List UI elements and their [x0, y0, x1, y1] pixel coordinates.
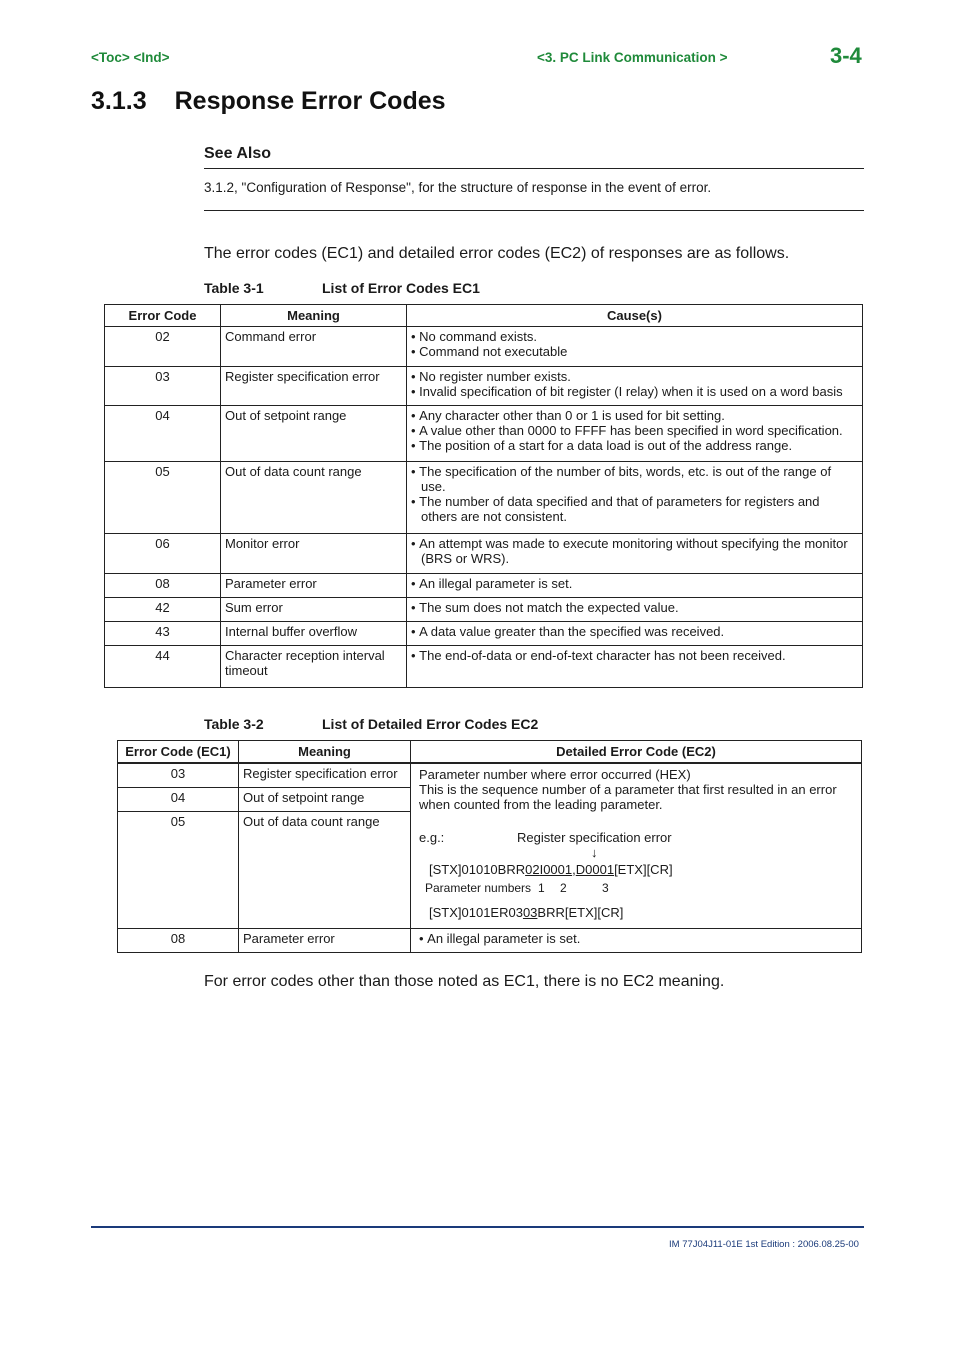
meaning-cell: Parameter error — [221, 574, 407, 598]
cmd-part: 02 — [525, 862, 540, 877]
cmd-part: I0001 — [539, 862, 573, 877]
meaning-cell: Internal buffer overflow — [221, 622, 407, 646]
error-code-cell: 05 — [118, 811, 239, 928]
error-code-cell: 02 — [105, 327, 221, 367]
causes-cell — [407, 327, 863, 367]
table-row — [105, 534, 863, 574]
meaning-cell: Register specification error — [221, 367, 407, 406]
cause-item: • A data value greater than the specified was received. — [411, 624, 858, 639]
causes-cell — [407, 622, 863, 646]
error-code-cell: 04 — [105, 406, 221, 462]
cause-item: • No command exists. — [411, 329, 858, 344]
meaning-cell: Monitor error — [221, 534, 407, 574]
detail-item: • An illegal parameter is set. — [419, 931, 857, 946]
error-code-cell: 05 — [105, 462, 221, 534]
detailed-error-codes-ec2-table — [117, 740, 862, 953]
closing-note: For error codes other than those noted as EC1, there is no EC2 meaning. — [204, 973, 725, 990]
see-also-text: 3.1.2, "Configuration of Response", for the structure of response in the event of error. — [204, 180, 712, 195]
resp-part: [STX]0101ER03 — [429, 905, 523, 920]
meaning-cell: Sum error — [221, 598, 407, 622]
header-nav — [91, 50, 170, 65]
cmd-part: , — [572, 862, 576, 877]
section-number: 3.1.3 — [91, 87, 147, 115]
causes-cell — [407, 462, 863, 534]
toc-link[interactable]: <Toc> — [91, 50, 130, 65]
column-header: Error Code — [105, 305, 221, 327]
error-codes-ec1-table — [104, 304, 863, 688]
resp-part: BRR[ETX][CR] — [537, 905, 624, 920]
detail-cell — [411, 763, 862, 928]
table1-caption — [204, 280, 480, 296]
chapter-link[interactable]: <3. PC Link Communication > — [537, 50, 728, 65]
see-also-title: See Also — [204, 145, 271, 162]
table-header-row — [105, 305, 863, 327]
parameter-label: Parameter numbers — [425, 881, 532, 895]
column-header: Detailed Error Code (EC2) — [411, 741, 862, 764]
column-header: Meaning — [221, 305, 407, 327]
cmd-part: [STX]01010BRR — [429, 862, 526, 877]
cause-item: • Any character other than 0 or 1 is used for bit setting. — [411, 408, 858, 423]
detail-line-1: Parameter number where error occurred (HEX) — [419, 767, 691, 782]
cause-item: • The sum does not match the expected value. — [411, 600, 858, 615]
table2-caption-number: Table 3-2 — [204, 716, 264, 732]
table-row — [105, 462, 863, 534]
meaning-cell: Parameter error — [239, 928, 411, 952]
cause-item: • A value other than 0000 to FFFF has been specified in word specification. — [411, 423, 858, 438]
table-row — [105, 406, 863, 462]
cmd-part: D0001 — [575, 862, 615, 877]
cause-item: • Invalid specification of bit register (I relay) when it is used on a word basis — [411, 384, 858, 399]
meaning-cell: Out of setpoint range — [239, 787, 411, 811]
table-header-row — [118, 741, 862, 764]
meaning-cell: Out of data count range — [221, 462, 407, 534]
table-row — [105, 574, 863, 598]
causes-cell — [407, 574, 863, 598]
page-number: 3-4 — [830, 43, 862, 68]
table2-caption — [204, 716, 538, 732]
column-header: Cause(s) — [407, 305, 863, 327]
cause-item: • The number of data specified and that of parameters for registers and others are not consistent. — [411, 494, 858, 524]
see-also-bottom-rule — [204, 210, 864, 211]
meaning-cell: Register specification error — [239, 763, 411, 787]
error-code-cell: 06 — [105, 534, 221, 574]
parameter-2: 2 — [560, 881, 567, 895]
meaning-cell: Command error — [221, 327, 407, 367]
error-code-cell: 44 — [105, 646, 221, 688]
cause-item: • An illegal parameter is set. — [411, 576, 858, 591]
error-code-cell: 03 — [118, 763, 239, 787]
error-code-cell: 04 — [118, 787, 239, 811]
table-row — [118, 763, 862, 787]
footer-rule — [91, 1226, 864, 1228]
meaning-cell: Out of setpoint range — [221, 406, 407, 462]
cause-item: • An attempt was made to execute monitoring without specifying the monitor (BRS or WRS). — [411, 536, 858, 566]
section-heading — [91, 87, 446, 116]
ind-link[interactable]: <Ind> — [133, 50, 170, 65]
example-title: Register specification error — [517, 830, 672, 845]
cause-item: • The position of a start for a data load is out of the address range. — [411, 438, 858, 453]
cause-item: • No register number exists. — [411, 369, 858, 384]
resp-part: 03 — [522, 905, 538, 920]
example-heading — [419, 830, 853, 845]
table-row — [105, 598, 863, 622]
table-row — [105, 327, 863, 367]
causes-cell — [407, 367, 863, 406]
parameter-1: 1 — [538, 881, 545, 895]
section-title: Response Error Codes — [174, 87, 446, 115]
error-code-cell: 42 — [105, 598, 221, 622]
column-header: Error Code (EC1) — [118, 741, 239, 764]
error-code-cell: 03 — [105, 367, 221, 406]
error-code-cell: 08 — [105, 574, 221, 598]
see-also-top-rule — [204, 168, 864, 169]
meaning-cell: Out of data count range — [239, 811, 411, 928]
causes-cell — [407, 406, 863, 462]
cause-item: • The end-of-data or end-of-text character has not been received. — [411, 648, 858, 663]
causes-cell — [407, 598, 863, 622]
example-label: e.g.: — [419, 830, 445, 845]
example-response — [419, 905, 853, 920]
cmd-part: [ETX][CR] — [614, 862, 673, 877]
footer-document-id: IM 77J04J11-01E 1st Edition : 2006.08.25-00 — [669, 1239, 859, 1250]
intro-paragraph: The error codes (EC1) and detailed error codes (EC2) of responses are as follows. — [204, 245, 790, 262]
cause-item: • Command not executable — [411, 344, 858, 359]
error-code-cell: 43 — [105, 622, 221, 646]
detail-cell — [411, 928, 862, 952]
parameter-numbers — [419, 881, 853, 895]
table-row — [118, 928, 862, 952]
table-row — [105, 622, 863, 646]
arrow-icon: ↓ — [591, 845, 598, 860]
detail-line-2: This is the sequence number of a parameter that first resulted in an error when counted from the leading parameter. — [419, 782, 837, 812]
table1-caption-title: List of Error Codes EC1 — [322, 280, 480, 296]
error-code-cell: 08 — [118, 928, 239, 952]
parameter-3: 3 — [602, 881, 609, 895]
meaning-cell: Character reception interval timeout — [221, 646, 407, 688]
causes-cell — [407, 646, 863, 688]
example-command — [419, 862, 853, 877]
causes-cell — [407, 534, 863, 574]
table1-caption-number: Table 3-1 — [204, 280, 264, 296]
table-row — [105, 646, 863, 688]
table-row — [105, 367, 863, 406]
cause-item: • The specification of the number of bits, words, etc. is out of the range of use. — [411, 464, 858, 494]
column-header: Meaning — [239, 741, 411, 764]
table2-caption-title: List of Detailed Error Codes EC2 — [322, 716, 539, 732]
